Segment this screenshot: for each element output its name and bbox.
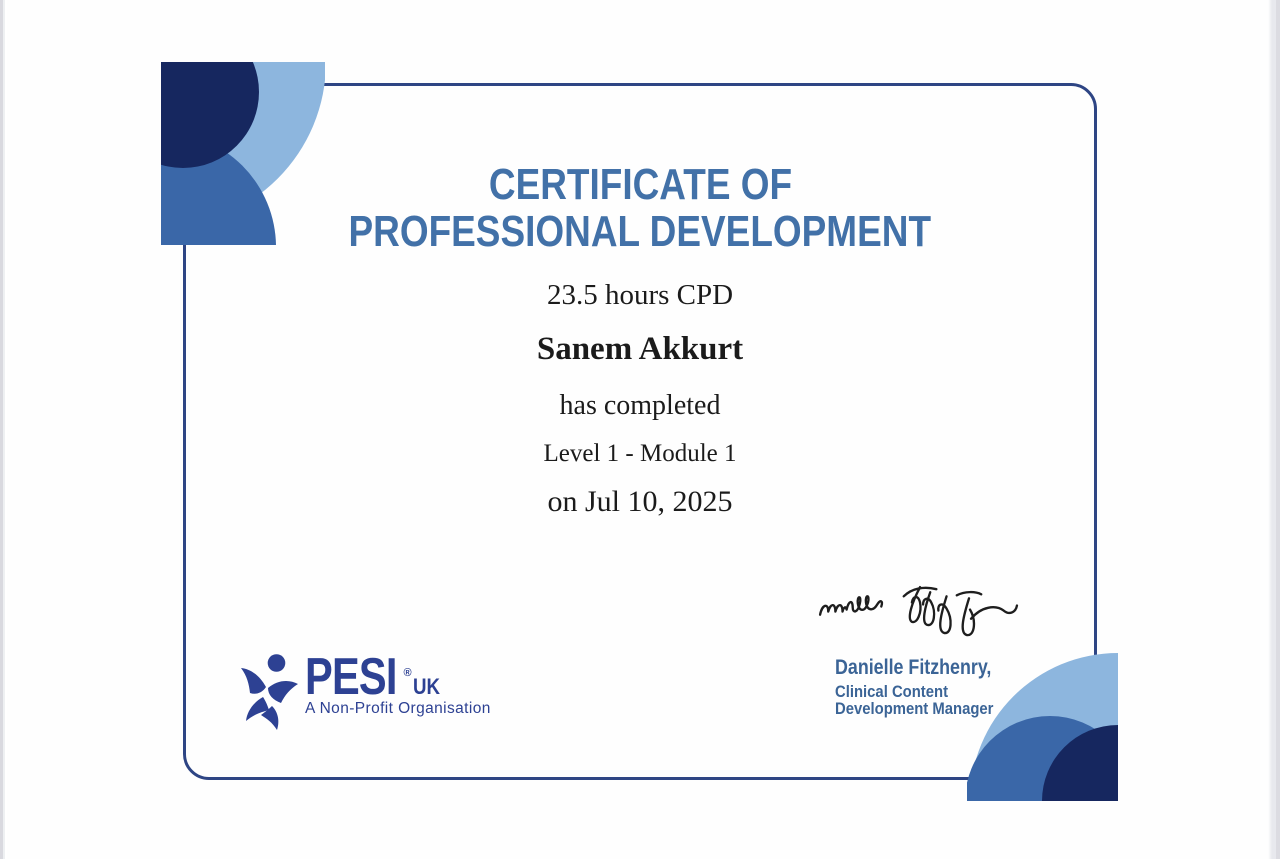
certificate-title-line2 [0,207,1280,256]
signer-role-line2-text: Development Manager [835,700,994,718]
signer-role-line1 [835,684,961,701]
pesi-logo [305,648,491,717]
page-edge-left [0,0,7,859]
recipient-name: Sanem Akkurt [536,331,744,367]
certificate-title-line1-text: CERTIFICATE OF [488,160,792,209]
completion-text: has completed [559,390,721,421]
course-name: Level 1 - Module 1 [543,440,737,467]
signature-image [816,560,1020,650]
signer-name-text: Danielle Fitzhenry, [835,656,992,679]
signer-role-line2 [835,701,1011,718]
registered-mark-icon: ® [403,667,412,679]
signer-name [835,657,1019,678]
completion-date: on Jul 10, 2025 [547,485,733,518]
certificate-title-line2-text: PROFESSIONAL DEVELOPMENT [348,207,932,256]
signer-role-line1-text: Clinical Content [835,683,949,701]
page-edge-right [1268,0,1280,859]
pesi-logo-icon [239,651,307,731]
cpd-hours: 23.5 hours CPD [546,279,734,311]
pesi-wordmark-line [305,648,491,706]
pesi-region: UK [412,674,440,699]
certificate-title-line1 [0,160,1280,209]
pesi-tagline: A Non-Profit Organisation [305,700,491,717]
pesi-wordmark: PESI [305,648,397,706]
